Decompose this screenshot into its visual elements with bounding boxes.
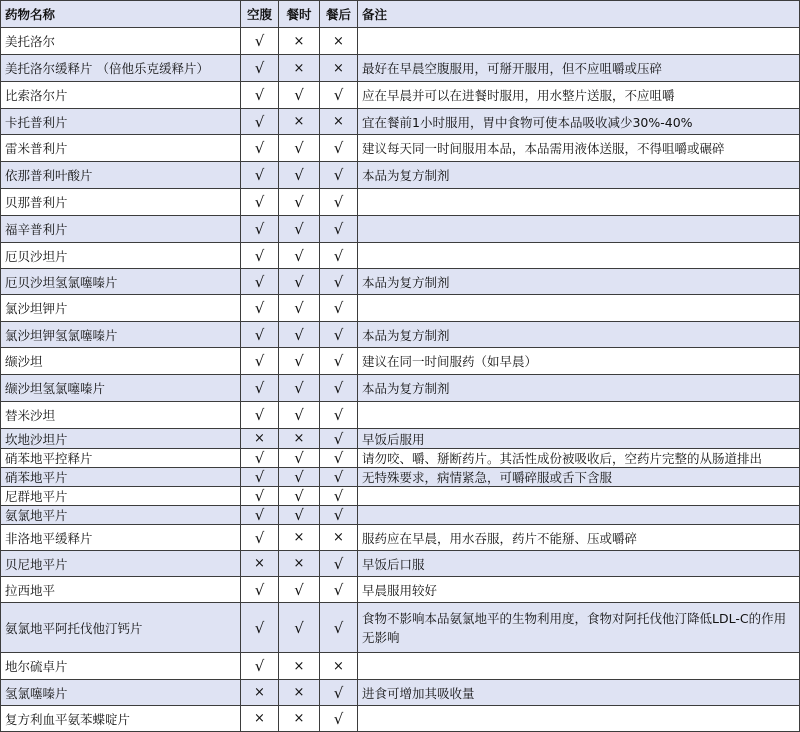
note-cell — [358, 216, 800, 243]
fasting-mark-cell: √ — [241, 189, 279, 216]
after-meal-mark-cell: √ — [320, 680, 358, 706]
table-row — [1, 653, 800, 680]
table-row — [1, 506, 800, 525]
with-meal-mark-cell: √ — [279, 322, 320, 348]
after-meal-mark-cell: × — [320, 653, 358, 680]
note-cell — [358, 506, 800, 525]
table-row — [1, 322, 800, 348]
note-cell: 本品为复方制剂 — [358, 162, 800, 189]
table-row — [1, 525, 800, 551]
table-row — [1, 243, 800, 269]
table-row — [1, 577, 800, 603]
note-cell — [358, 243, 800, 269]
after-meal-mark-cell: √ — [320, 82, 358, 109]
fasting-mark-cell: √ — [241, 295, 279, 322]
with-meal-mark-cell: √ — [279, 348, 320, 375]
fasting-mark-cell: × — [241, 429, 279, 449]
drug-name-cell: 氨氯地平阿托伐他汀钙片 — [1, 603, 241, 653]
table-row — [1, 109, 800, 135]
drug-name-cell: 硝苯地平片 — [1, 468, 241, 487]
drug-name-cell: 替米沙坦 — [1, 402, 241, 429]
drug-name-cell: 氢氯噻嗪片 — [1, 680, 241, 706]
with-meal-mark-cell: √ — [279, 506, 320, 525]
drug-name-cell: 缬沙坦氢氯噻嗪片 — [1, 375, 241, 402]
table-row — [1, 162, 800, 189]
drug-name-cell: 缬沙坦 — [1, 348, 241, 375]
with-meal-mark-cell: √ — [279, 577, 320, 603]
note-cell — [358, 189, 800, 216]
note-cell — [358, 706, 800, 732]
note-cell: 最好在早晨空腹服用，可掰开服用，但不应咀嚼或压碎 — [358, 55, 800, 82]
drug-name-cell: 地尔硫卓片 — [1, 653, 241, 680]
note-cell: 食物不影响本品氨氯地平的生物利用度，食物对阿托伐他汀降低LDL-C的作用无影响 — [358, 603, 800, 653]
note-cell: 本品为复方制剂 — [358, 375, 800, 402]
note-cell: 无特殊要求，病情紧急，可嚼碎服或舌下含服 — [358, 468, 800, 487]
fasting-mark-cell: √ — [241, 653, 279, 680]
with-meal-mark-cell: × — [279, 680, 320, 706]
header-fasting: 空腹 — [241, 1, 279, 28]
with-meal-mark-cell: √ — [279, 135, 320, 162]
table-row — [1, 348, 800, 375]
note-cell: 建议每天同一时间服用本品，本品需用液体送服，不得咀嚼或碾碎 — [358, 135, 800, 162]
note-cell: 早饭后口服 — [358, 551, 800, 577]
fasting-mark-cell: √ — [241, 506, 279, 525]
with-meal-mark-cell: √ — [279, 82, 320, 109]
note-cell: 应在早晨并可以在进餐时服用，用水整片送服，不应咀嚼 — [358, 82, 800, 109]
drug-name-cell: 氯沙坦钾片 — [1, 295, 241, 322]
after-meal-mark-cell: × — [320, 525, 358, 551]
after-meal-mark-cell: √ — [320, 243, 358, 269]
note-cell — [358, 487, 800, 506]
with-meal-mark-cell: × — [279, 28, 320, 55]
drug-name-cell: 厄贝沙坦氢氯噻嗪片 — [1, 269, 241, 295]
after-meal-mark-cell: √ — [320, 551, 358, 577]
fasting-mark-cell: √ — [241, 135, 279, 162]
drug-name-cell: 硝苯地平控释片 — [1, 449, 241, 468]
drug-name-cell: 氯沙坦钾氢氯噻嗪片 — [1, 322, 241, 348]
note-cell — [358, 402, 800, 429]
after-meal-mark-cell: √ — [320, 506, 358, 525]
drug-name-cell: 比索洛尔片 — [1, 82, 241, 109]
after-meal-mark-cell: × — [320, 28, 358, 55]
with-meal-mark-cell: × — [279, 551, 320, 577]
note-cell: 早饭后服用 — [358, 429, 800, 449]
after-meal-mark-cell: × — [320, 109, 358, 135]
after-meal-mark-cell: √ — [320, 269, 358, 295]
with-meal-mark-cell: × — [279, 653, 320, 680]
fasting-mark-cell: √ — [241, 525, 279, 551]
note-cell: 宜在餐前1小时服用，胃中食物可使本品吸收减少30%-40% — [358, 109, 800, 135]
table-row — [1, 189, 800, 216]
drug-name-cell: 厄贝沙坦片 — [1, 243, 241, 269]
fasting-mark-cell: √ — [241, 82, 279, 109]
with-meal-mark-cell: √ — [279, 162, 320, 189]
drug-name-cell: 复方利血平氨苯蝶啶片 — [1, 706, 241, 732]
after-meal-mark-cell: √ — [320, 603, 358, 653]
fasting-mark-cell: √ — [241, 55, 279, 82]
after-meal-mark-cell: √ — [320, 487, 358, 506]
with-meal-mark-cell: × — [279, 55, 320, 82]
with-meal-mark-cell: √ — [279, 449, 320, 468]
with-meal-mark-cell: √ — [279, 243, 320, 269]
after-meal-mark-cell: √ — [320, 162, 358, 189]
fasting-mark-cell: √ — [241, 28, 279, 55]
fasting-mark-cell: √ — [241, 603, 279, 653]
with-meal-mark-cell: √ — [279, 487, 320, 506]
drug-name-cell: 卡托普利片 — [1, 109, 241, 135]
table-header-row — [1, 1, 800, 28]
note-cell — [358, 28, 800, 55]
table-row — [1, 551, 800, 577]
with-meal-mark-cell: × — [279, 706, 320, 732]
drug-name-cell: 贝尼地平片 — [1, 551, 241, 577]
note-cell: 本品为复方制剂 — [358, 269, 800, 295]
fasting-mark-cell: √ — [241, 487, 279, 506]
with-meal-mark-cell: √ — [279, 295, 320, 322]
table-row — [1, 603, 800, 653]
table-row — [1, 55, 800, 82]
header-after-meal: 餐后 — [320, 1, 358, 28]
drug-name-cell: 氨氯地平片 — [1, 506, 241, 525]
drug-name-cell: 非洛地平缓释片 — [1, 525, 241, 551]
after-meal-mark-cell: √ — [320, 295, 358, 322]
table-row — [1, 375, 800, 402]
table-row — [1, 216, 800, 243]
after-meal-mark-cell: √ — [320, 135, 358, 162]
table-row — [1, 28, 800, 55]
table-row — [1, 680, 800, 706]
after-meal-mark-cell: × — [320, 55, 358, 82]
fasting-mark-cell: × — [241, 680, 279, 706]
fasting-mark-cell: √ — [241, 162, 279, 189]
with-meal-mark-cell: × — [279, 429, 320, 449]
note-cell: 进食可增加其吸收量 — [358, 680, 800, 706]
note-cell: 建议在同一时间服药（如早晨） — [358, 348, 800, 375]
after-meal-mark-cell: √ — [320, 449, 358, 468]
fasting-mark-cell: √ — [241, 468, 279, 487]
table-row — [1, 269, 800, 295]
table-body — [1, 28, 800, 732]
with-meal-mark-cell: √ — [279, 375, 320, 402]
after-meal-mark-cell: √ — [320, 577, 358, 603]
note-cell: 请勿咬、嚼、掰断药片。其活性成份被吸收后，空药片完整的从肠道排出 — [358, 449, 800, 468]
after-meal-mark-cell: √ — [320, 706, 358, 732]
table-row — [1, 402, 800, 429]
with-meal-mark-cell: √ — [279, 216, 320, 243]
drug-name-cell: 美托洛尔缓释片 （倍他乐克缓释片） — [1, 55, 241, 82]
after-meal-mark-cell: √ — [320, 468, 358, 487]
table-row — [1, 82, 800, 109]
with-meal-mark-cell: √ — [279, 189, 320, 216]
fasting-mark-cell: √ — [241, 243, 279, 269]
fasting-mark-cell: √ — [241, 216, 279, 243]
after-meal-mark-cell: √ — [320, 375, 358, 402]
header-drug-name: 药物名称 — [1, 1, 241, 28]
fasting-mark-cell: × — [241, 551, 279, 577]
fasting-mark-cell: √ — [241, 402, 279, 429]
drug-name-cell: 坎地沙坦片 — [1, 429, 241, 449]
note-cell — [358, 653, 800, 680]
header-note: 备注 — [358, 1, 800, 28]
fasting-mark-cell: √ — [241, 109, 279, 135]
fasting-mark-cell: √ — [241, 449, 279, 468]
after-meal-mark-cell: √ — [320, 402, 358, 429]
note-cell: 早晨服用较好 — [358, 577, 800, 603]
note-cell: 本品为复方制剂 — [358, 322, 800, 348]
with-meal-mark-cell: √ — [279, 468, 320, 487]
note-cell — [358, 295, 800, 322]
fasting-mark-cell: √ — [241, 375, 279, 402]
fasting-mark-cell: √ — [241, 577, 279, 603]
table-row — [1, 295, 800, 322]
after-meal-mark-cell: √ — [320, 189, 358, 216]
drug-name-cell: 贝那普利片 — [1, 189, 241, 216]
drug-name-cell: 美托洛尔 — [1, 28, 241, 55]
table-row — [1, 706, 800, 732]
header-with-meal: 餐时 — [279, 1, 320, 28]
after-meal-mark-cell: √ — [320, 322, 358, 348]
drug-name-cell: 依那普利叶酸片 — [1, 162, 241, 189]
fasting-mark-cell: √ — [241, 348, 279, 375]
fasting-mark-cell: × — [241, 706, 279, 732]
fasting-mark-cell: √ — [241, 322, 279, 348]
note-cell: 服药应在早晨，用水吞服，药片不能掰、压或嚼碎 — [358, 525, 800, 551]
after-meal-mark-cell: √ — [320, 348, 358, 375]
drug-name-cell: 福辛普利片 — [1, 216, 241, 243]
with-meal-mark-cell: √ — [279, 603, 320, 653]
table-row — [1, 429, 800, 449]
with-meal-mark-cell: √ — [279, 269, 320, 295]
drug-name-cell: 尼群地平片 — [1, 487, 241, 506]
table-row — [1, 487, 800, 506]
with-meal-mark-cell: × — [279, 109, 320, 135]
with-meal-mark-cell: × — [279, 525, 320, 551]
table-row — [1, 468, 800, 487]
after-meal-mark-cell: √ — [320, 216, 358, 243]
table-row — [1, 449, 800, 468]
drug-name-cell: 拉西地平 — [1, 577, 241, 603]
with-meal-mark-cell: √ — [279, 402, 320, 429]
drug-name-cell: 雷米普利片 — [1, 135, 241, 162]
after-meal-mark-cell: √ — [320, 429, 358, 449]
table-row — [1, 135, 800, 162]
fasting-mark-cell: √ — [241, 269, 279, 295]
